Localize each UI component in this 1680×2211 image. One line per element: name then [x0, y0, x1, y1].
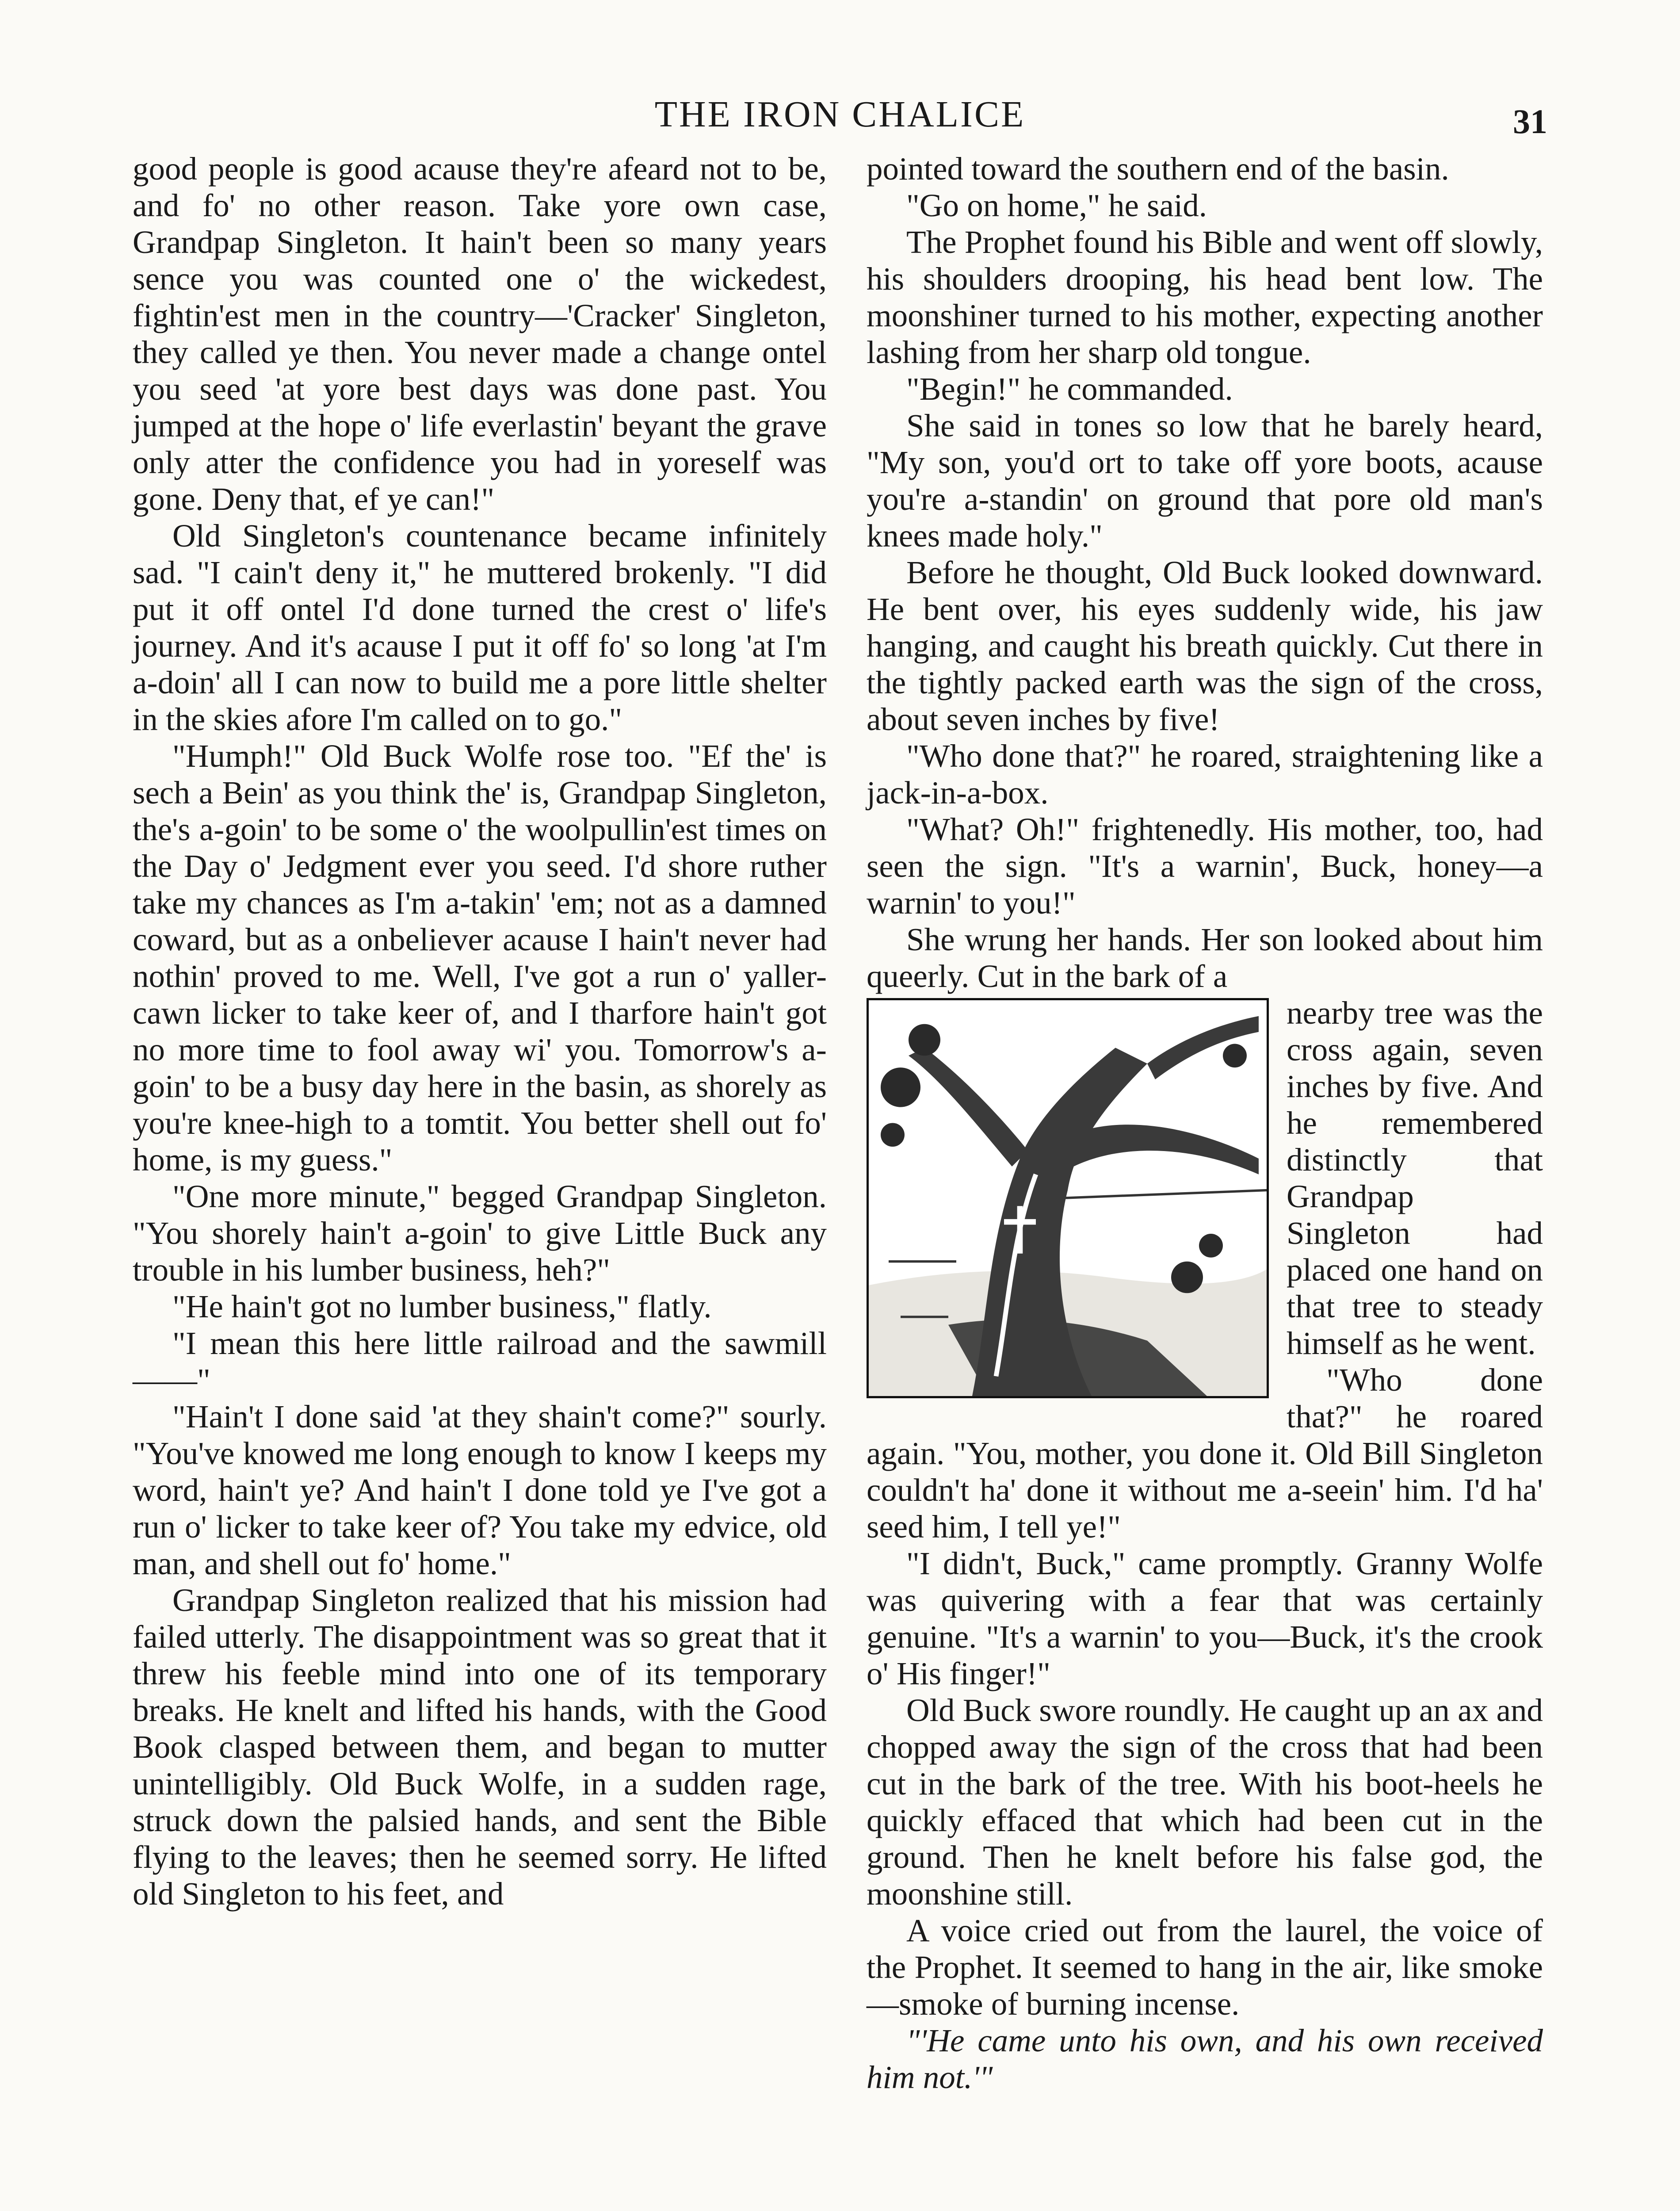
tree-drawing	[869, 1000, 1267, 1396]
paragraph: pointed toward the southern end of the basin.	[867, 151, 1449, 187]
paragraph: Old Buck swore roundly. He caught up an ax and chopped away the sign of the cross that had been cut in the bark of the tree. With his boot-heels he quickly effaced that which had been cut in the ground. Then he knelt before his false god, the moonshine still.	[867, 1692, 1543, 1912]
right-column	[867, 150, 1543, 2096]
paragraph: She wrung her hands. Her son looked about him queerly. Cut in the bark of a	[867, 922, 1543, 994]
paragraph: nearby tree was the cross again, seven inches by five. And he remembered distinctly that Grandpap Singleton had placed one hand on that tree to steady himself as he went.	[1287, 995, 1543, 1361]
paragraph: "One more minute," begged Grandpap Singleton. "You shorely hain't a-goin' to give Little Buck any trouble in his lumber business, heh?"	[133, 1178, 827, 1288]
page-number: 31	[1513, 102, 1547, 141]
paragraph: Before he thought, Old Buck looked downward. He bent over, his eyes suddenly wide, his jaw hanging, and caught his breath quickly. Cut there in the tightly packed earth was the sign of the cross, about seven inches by five!	[867, 555, 1543, 737]
left-column	[133, 150, 827, 1912]
paragraph: Old Singleton's countenance became infinitely sad. "I cain't deny it," he muttered brokenly. "I did put it off ontel I'd done turned the crest o' life's journey. And it's acause I put it off fo' so long 'at I'm a-doin' all I can now to build me a pore little shelter in the skies afore I'm called on to go."	[133, 518, 827, 737]
tree-illustration	[867, 998, 1269, 1398]
paragraph: "He hain't got no lumber business," flatly.	[172, 1289, 712, 1324]
paragraph: "Begin!" he commanded.	[906, 371, 1233, 407]
paragraph: "Go on home," he said.	[906, 187, 1207, 223]
paragraph: The Prophet found his Bible and went off slowly, his shoulders drooping, his head bent low. The moonshiner turned to his mother, expecting another lashing from her sharp old tongue.	[867, 224, 1543, 370]
paragraph: A voice cried out from the laurel, the voice of the Prophet. It seemed to hang in the air, like smoke—smoke of burning incense.	[867, 1913, 1543, 2022]
paragraph: "Hain't I done said 'at they shain't come?" sourly. "You've knowed me long enough to know I keeps my word, hain't ye? And hain't I done told ye I've got a run o' licker to take keer of? You take my edvice, old man, and shell out fo' home."	[133, 1399, 827, 1581]
paragraph: "Who done that?" he roared, straightening like a jack-in-a-box.	[867, 738, 1543, 811]
paragraph: "What? Oh!" frightenedly. His mother, too, had seen the sign. "It's a warnin', Buck, honey—a warnin' to you!"	[867, 811, 1543, 921]
paragraph: "Humph!" Old Buck Wolfe rose too. "Ef the' is sech a Bein' as you think the' is, Grandpap Singleton, the's a-goin' to be some o' the woolpullin'est times on the Day o' Jedgment ever you seed. I'd shore ruther take my chances as I'm a-takin' 'em; not as a damned coward, but as a onbeliever acause I hain't never had nothin' proved to me. Well, I've got a run o' yaller-cawn licker to take keer of, and I tharfore hain't got no more time to fool away wi' you. Tomorrow's a-goin' to be a busy day here in the basin, as shorely as you're knee-high to a tomtit. You better shell out fo' home, is my guess."	[133, 738, 827, 1178]
paragraph: "I mean this here little railroad and the sawmill——"	[133, 1325, 827, 1398]
paragraph: "Who done that?" he roared again. "You, mother, you done it. Old Bill Singleton couldn't ha' done it without me a-seein' him. I'd ha' seed him, I tell ye!"	[867, 1362, 1543, 1545]
paragraph: Grandpap Singleton realized that his mission had failed utterly. The disappointment was so great that it threw his feeble mind into one of its temporary breaks. He knelt and lifted his hands, with the Good Book clasped between them, and began to mutter unintelligibly. Old Buck Wolfe, in a sudden rage, struck down the palsied hands, and sent the Bible flying to the leaves; then he seemed sorry. He lifted old Singleton to his feet, and	[133, 1582, 827, 1912]
paragraph: She said in tones so low that he barely heard, "My son, you'd ort to take off yore boots, acause you're a-standin' on ground that pore old man's knees made holy."	[867, 408, 1543, 554]
running-head: THE IRON CHALICE	[654, 94, 1026, 135]
closing-quote: "'He came unto his own, and his own received him not.'"	[867, 2023, 1543, 2095]
paragraph: "I didn't, Buck," came promptly. Granny Wolfe was quivering with a fear that was certainly genuine. "It's a warnin' to you—Buck, it's the crook o' His finger!"	[867, 1545, 1543, 1691]
paragraph: good people is good acause they're afeard not to be, and fo' no other reason. Take yore own case, Grandpap Singleton. It hain't been so many years sence you was counted one o' the wickedest, fightin'est men in the country—'Cracker' Singleton, they called ye then. You never made a change ontel you seed 'at yore best days was done past. You jumped at the hope o' life everlastin' beyant the grave only atter the confidence you had in yoreself was gone. Deny that, ef ye can!"	[133, 151, 827, 517]
